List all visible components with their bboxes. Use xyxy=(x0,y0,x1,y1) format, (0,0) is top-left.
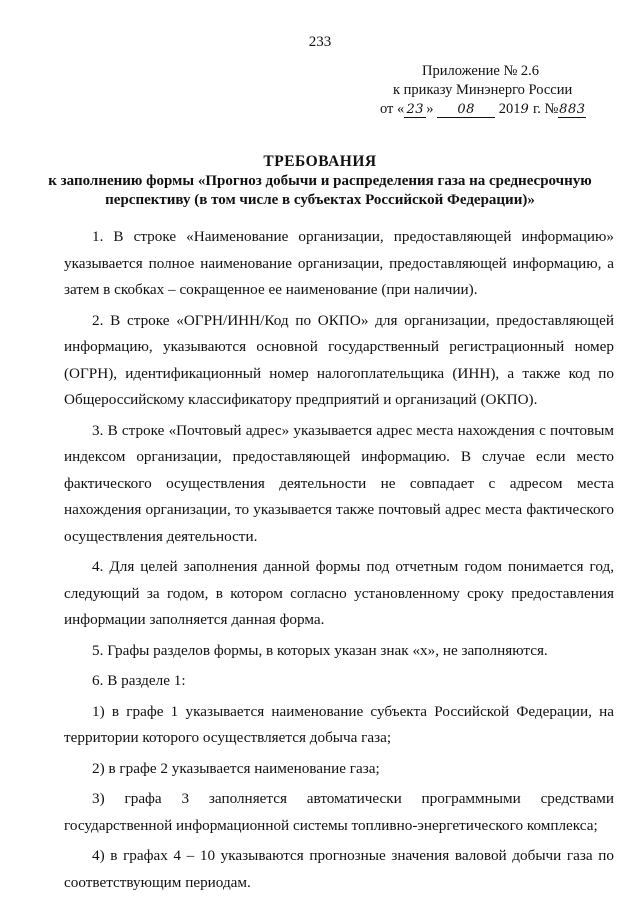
date-mid: » xyxy=(426,101,434,117)
document-body xyxy=(64,224,614,900)
date-year-prefix: 201 xyxy=(498,101,521,117)
paragraph-1: 1. В строке «Наименование организации, предоставляющей информацию» указывается полное наименование организации, предоставляющей информацию, а затем в скобках – сокращенное ее наименование (при наличии). xyxy=(64,228,614,298)
title-line-1: к заполнению формы «Прогноз добычи и распределения газа на среднесрочную xyxy=(48,173,592,189)
appendix-order-reference: к приказу Минэнерго России xyxy=(393,82,573,98)
paragraph-6-item-4: 4) в графах 4 – 10 указываются прогнозные значения валовой добычи газа по соответствующим периодам. xyxy=(64,847,614,891)
paragraph-2: 2. В строке «ОГРН/ИНН/Код по ОКПО» для организации, предоставляющей информацию, указываются основной государственный регистрационный номер (ОГРН), идентификационный номер налогоплательщика (ИНН), а также код по Общероссийскому классификатору предприятий и организаций (ОКПО). xyxy=(64,311,614,408)
paragraph-6: 6. В разделе 1: xyxy=(92,672,186,689)
paragraph-4: 4. Для целей заполнения данной формы под отчетным годом понимается год, следующий за годом, в котором согласно установленному сроку предоставления информации заполняется данная форма. xyxy=(64,558,614,628)
paragraph-6-item-2: 2) в графе 2 указывается наименование газа; xyxy=(92,759,380,777)
appendix-header xyxy=(380,62,620,119)
date-day: 23 xyxy=(404,102,426,118)
order-number: 883 xyxy=(559,102,586,117)
paragraph-5: 5. Графы разделов формы, в которых указан знак «х», не заполняются. xyxy=(92,641,548,659)
date-prefix: от « xyxy=(380,101,405,117)
date-year-digit: 9 xyxy=(520,102,530,117)
title-main: ТРЕБОВАНИЯ xyxy=(263,153,377,170)
page-number: 233 xyxy=(308,34,332,50)
title-line-2: перспективу (в том числе в субъектах Российской Федерации)» xyxy=(105,192,535,208)
date-suffix: г. № xyxy=(532,101,559,117)
appendix-number: Приложение № 2.6 xyxy=(422,63,540,79)
appendix-date-line xyxy=(380,100,620,119)
document-title xyxy=(40,152,600,210)
date-month: 08 xyxy=(437,102,495,118)
paragraph-6-item-3: 3) графа 3 заполняется автоматически программными средствами государственной информационной системы топливно-энергетического комплекса; xyxy=(64,790,614,834)
paragraph-3: 3. В строке «Почтовый адрес» указывается адрес места нахождения с почтовым индексом организации, предоставляющей информацию. В случае если место фактического осуществления деятельности не совпадает с адресом места нахождения организации, то указывается также почтовый адрес места фактического осуществления деятельности. xyxy=(64,421,614,545)
paragraph-6-item-1: 1) в графе 1 указывается наименование субъекта Российской Федерации, на территории которого осуществляется добыча газа; xyxy=(64,702,614,746)
